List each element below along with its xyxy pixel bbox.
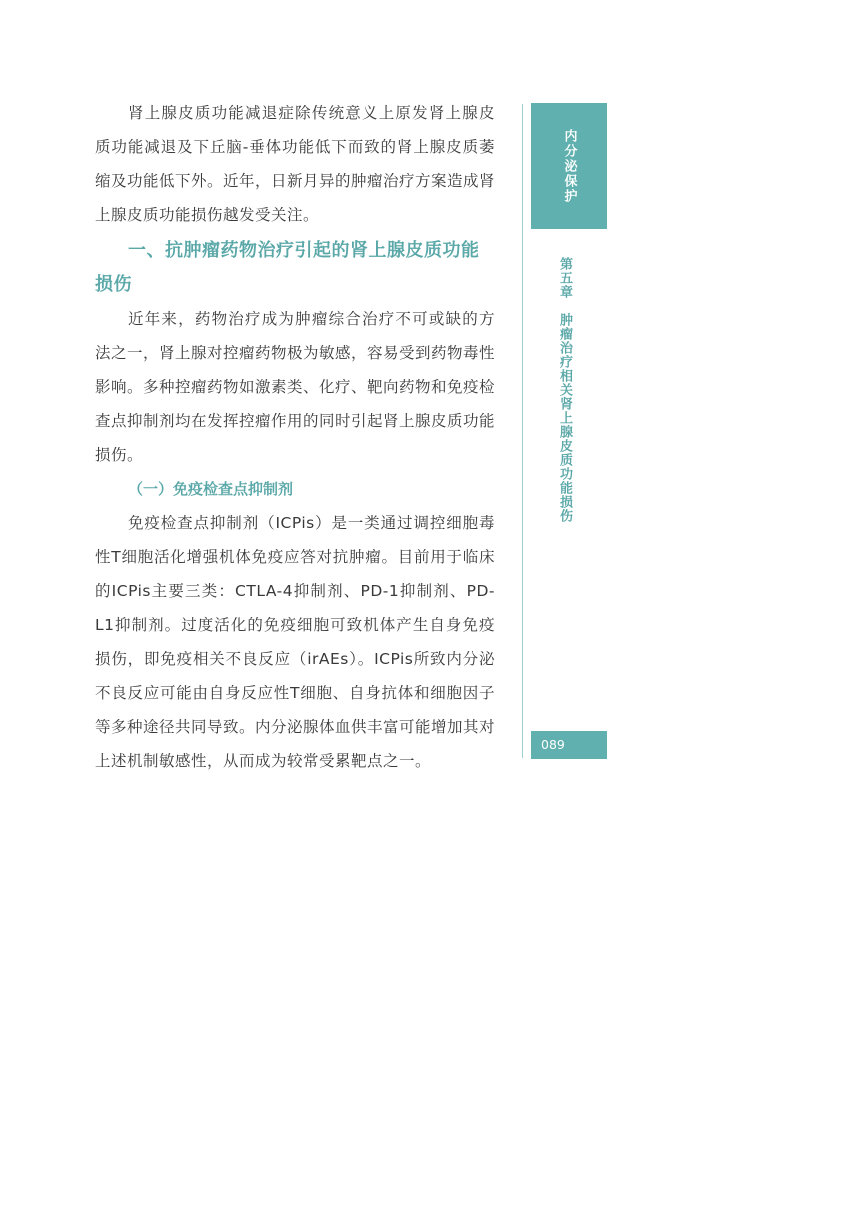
section-tab xyxy=(531,103,607,229)
chapter-running-title: 第五章 肿瘤治疗相关肾上腺皮质功能损伤 xyxy=(557,257,572,523)
intro-paragraph: 肾上腺皮质功能减退症除传统意义上原发肾上腺皮质功能减退及下丘脑-垂体功能低下而致的肾上腺皮质萎缩及功能低下外。近年，日新月异的肿瘤治疗方案造成肾上腺皮质功能损伤越发受关注。 xyxy=(95,104,496,224)
sidebar-divider xyxy=(522,104,523,758)
subsection-paragraph: 免疫检查点抑制剂（ICPis）是一类通过调控细胞毒性T细胞活化增强机体免疫应答对抗肿瘤。目前用于临床的ICPis主要三类：CTLA-4抑制剂、PD-1抑制剂、PD-L1抑制剂。过度活化的免疫细胞可致机体产生自身免疫损伤，即免疫相关不良反应（irAEs）。ICPis所致内分泌不良反应可能由自身反应性T细胞、自身抗体和细胞因子等多种途径共同导致。内分泌腺体血供丰富可能增加其对上述机制敏感性，从而成为较常受累靶点之一。 xyxy=(95,514,496,770)
page-number: 089 xyxy=(531,731,607,759)
section-heading: 一、抗肿瘤药物治疗引起的肾上腺皮质功能损伤 xyxy=(95,240,480,295)
main-text-column xyxy=(95,96,495,778)
section-paragraph: 近年来，药物治疗成为肿瘤综合治疗不可或缺的方法之一，肾上腺对控瘤药物极为敏感，容易受到药物毒性影响。多种控瘤药物如激素类、化疗、靶向药物和免疫检查点抑制剂均在发挥控瘤作用的同时引起肾上腺皮质功能损伤。 xyxy=(95,310,496,464)
section-tab-label: 内分泌保护 xyxy=(561,129,577,204)
subsection-heading: （一）免疫检查点抑制剂 xyxy=(128,480,294,498)
